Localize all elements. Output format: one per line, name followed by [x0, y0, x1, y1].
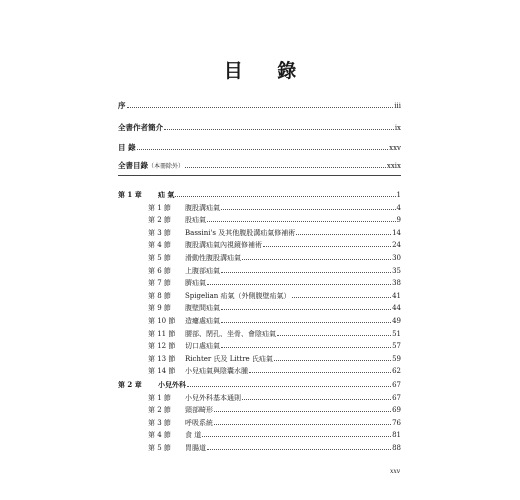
- section-page: 69: [392, 406, 401, 415]
- section-title: 腰部、閉孔、坐骨、會陰疝氣: [185, 329, 276, 338]
- leader-dots: [242, 253, 391, 260]
- section-heading: [148, 431, 201, 440]
- section-title: 胃腸道: [185, 444, 206, 452]
- entry-label: [118, 161, 184, 171]
- toc-entry-contents[interactable]: [118, 143, 401, 153]
- leader-dots: [242, 393, 391, 400]
- leader-dots: [296, 228, 391, 235]
- section-heading: [148, 419, 213, 428]
- section-number: 第 3 節: [148, 228, 171, 237]
- leader-dots: [249, 366, 391, 373]
- section-number: 第 14 節: [148, 367, 176, 376]
- section-title: 頸部畸形: [185, 406, 213, 415]
- section-heading: [148, 394, 241, 403]
- section-number: 第 12 節: [148, 342, 176, 351]
- section-heading: [148, 304, 220, 313]
- entry-label: 全書作者簡介: [118, 123, 163, 132]
- toc-section-1-7[interactable]: [148, 278, 401, 288]
- leader-dots: [207, 443, 391, 450]
- section-page: 9: [396, 216, 401, 225]
- leader-dots: [277, 329, 391, 336]
- entry-page: xxv: [389, 144, 401, 152]
- section-title: 呼吸系統: [185, 418, 213, 427]
- section-page: 35: [392, 266, 401, 275]
- section-page: 30: [392, 254, 401, 262]
- section-number: 第 8 節: [148, 291, 171, 300]
- section-page: 49: [392, 317, 401, 325]
- section-page: 62: [392, 367, 401, 376]
- toc-section-1-4[interactable]: [148, 240, 401, 250]
- chapter-heading: [118, 380, 186, 389]
- section-title: 滑動性腹股溝疝氣: [185, 254, 241, 262]
- section-page: 14: [392, 228, 401, 237]
- section-heading: [148, 241, 262, 250]
- section-page: 24: [392, 241, 401, 250]
- section-page: 4: [396, 203, 401, 212]
- leader-dots: [214, 405, 391, 412]
- leader-dots: [164, 123, 394, 130]
- leader-dots: [202, 430, 391, 437]
- section-title: 臍疝氣: [185, 279, 206, 288]
- section-title: 切口處疝氣: [185, 342, 220, 351]
- toc-section-1-2[interactable]: [148, 215, 401, 225]
- section-heading: [148, 204, 220, 213]
- section-number: 第 13 節: [148, 354, 176, 363]
- section-page: 38: [392, 279, 401, 288]
- toc-section-2-2[interactable]: [148, 405, 401, 415]
- toc-section-2-3[interactable]: [148, 418, 401, 428]
- section-title: 股疝氣: [185, 216, 206, 225]
- section-heading: [148, 292, 291, 301]
- toc-section-1-1[interactable]: [148, 203, 401, 213]
- toc-section-2-5[interactable]: [148, 443, 401, 453]
- section-page: 59: [392, 354, 401, 363]
- section-heading: [148, 229, 295, 238]
- chapter-title: 小兒外科: [158, 380, 186, 389]
- toc-section-1-6[interactable]: [148, 266, 401, 276]
- leader-dots: [221, 341, 391, 348]
- toc-section-1-14[interactable]: [148, 366, 401, 376]
- leader-dots: [292, 291, 392, 298]
- section-number: 第 5 節: [148, 254, 171, 262]
- entry-note: （本冊除外）: [148, 163, 185, 170]
- section-page: 76: [392, 418, 401, 427]
- section-title: 小兒外科基本通則: [185, 393, 241, 402]
- section-heading: [148, 216, 206, 225]
- section-heading: [148, 342, 220, 351]
- section-title: 腹壁間疝氣: [185, 304, 220, 313]
- section-page: 51: [392, 329, 401, 338]
- page-title: 目 錄: [223, 60, 311, 82]
- section-heading: [148, 355, 273, 364]
- toc-section-1-12[interactable]: [148, 341, 401, 351]
- section-title: 食 道: [185, 431, 202, 440]
- toc-entry-authors[interactable]: [118, 123, 401, 133]
- leader-dots: [274, 354, 391, 361]
- toc-section-1-5[interactable]: [148, 253, 401, 263]
- leader-dots: [185, 161, 386, 168]
- leader-dots: [263, 240, 391, 247]
- toc-section-2-4[interactable]: [148, 430, 401, 440]
- toc-entry-full-contents[interactable]: [118, 161, 401, 171]
- chapter-title: 疝 氣: [158, 190, 175, 199]
- leader-dots: [207, 278, 391, 285]
- section-number: 第 11 節: [148, 329, 176, 338]
- leader-dots: [214, 418, 391, 425]
- divider-rule: [118, 175, 401, 176]
- chapter-page: 67: [392, 381, 401, 389]
- section-number: 第 4 節: [148, 241, 171, 250]
- leader-dots: [175, 190, 395, 197]
- entry-label: 序: [118, 101, 126, 110]
- section-number: 第 1 節: [148, 393, 171, 402]
- section-heading: [148, 267, 220, 276]
- toc-chapter-2[interactable]: [118, 380, 401, 390]
- leader-dots: [187, 380, 391, 387]
- toc-section-1-8[interactable]: [148, 291, 401, 301]
- section-title: Bassini's 及其他腹股溝疝氣修補術: [185, 228, 296, 237]
- section-title: Spigelian 疝氣（外側腹壁疝氣）: [185, 291, 291, 300]
- chapter-number: 第 2 章: [118, 380, 142, 389]
- leader-dots: [207, 215, 396, 222]
- toc-section-2-1[interactable]: [148, 393, 401, 403]
- entry-page: iii: [394, 102, 401, 110]
- toc-entry-preface[interactable]: [118, 101, 401, 111]
- section-number: 第 4 節: [148, 431, 171, 440]
- chapter-page: 1: [396, 191, 401, 199]
- section-heading: [148, 406, 213, 415]
- leader-dots: [221, 316, 391, 323]
- section-number: 第 2 節: [148, 406, 171, 415]
- entry-page: xxix: [386, 162, 401, 170]
- leader-dots: [127, 101, 394, 108]
- section-page: 67: [392, 393, 401, 402]
- section-title: 腹股溝疝氣內視鏡修補術: [185, 241, 262, 250]
- section-page: 88: [392, 444, 401, 452]
- section-title: 上腹部疝氣: [185, 266, 220, 275]
- section-heading: [148, 330, 276, 339]
- section-title: 造瘻處疝氣: [185, 317, 220, 325]
- section-number: 第 10 節: [148, 317, 176, 325]
- page-number: xxv: [390, 468, 401, 475]
- entry-page: ix: [394, 124, 401, 132]
- leader-dots: [221, 266, 391, 273]
- leader-dots: [221, 203, 396, 210]
- section-page: 57: [392, 342, 401, 351]
- section-page: 81: [392, 431, 401, 440]
- section-title: Richter 氏及 Littre 氏疝氣: [185, 354, 273, 363]
- toc-section-1-13[interactable]: [148, 354, 401, 364]
- chapter-number: 第 1 章: [118, 190, 142, 199]
- section-title: 小兒疝氣與陰囊水腫: [185, 367, 248, 376]
- section-page: 41: [392, 291, 401, 300]
- section-heading: [148, 444, 206, 453]
- section-heading: [148, 367, 248, 376]
- section-number: 第 2 節: [148, 216, 171, 225]
- leader-dots: [137, 143, 389, 150]
- toc-section-1-3[interactable]: [148, 228, 401, 238]
- toc-section-1-11[interactable]: [148, 329, 401, 339]
- toc-chapter-1[interactable]: [118, 190, 401, 200]
- section-number: 第 5 節: [148, 444, 171, 452]
- entry-label-text: 全書目錄: [118, 161, 148, 170]
- chapter-heading: [118, 190, 174, 199]
- section-number: 第 6 節: [148, 266, 171, 275]
- section-page: 44: [392, 304, 401, 313]
- section-heading: [148, 279, 206, 288]
- section-number: 第 7 節: [148, 279, 171, 288]
- section-heading: [148, 317, 220, 326]
- section-number: 第 1 節: [148, 203, 171, 212]
- section-number: 第 3 節: [148, 418, 171, 427]
- section-title: 腹股溝疝氣: [185, 203, 220, 212]
- toc-section-1-10[interactable]: [148, 316, 401, 326]
- entry-label: 目 錄: [118, 143, 136, 152]
- toc-section-1-9[interactable]: [148, 303, 401, 313]
- leader-dots: [221, 303, 391, 310]
- section-heading: [148, 254, 241, 263]
- section-number: 第 9 節: [148, 304, 171, 313]
